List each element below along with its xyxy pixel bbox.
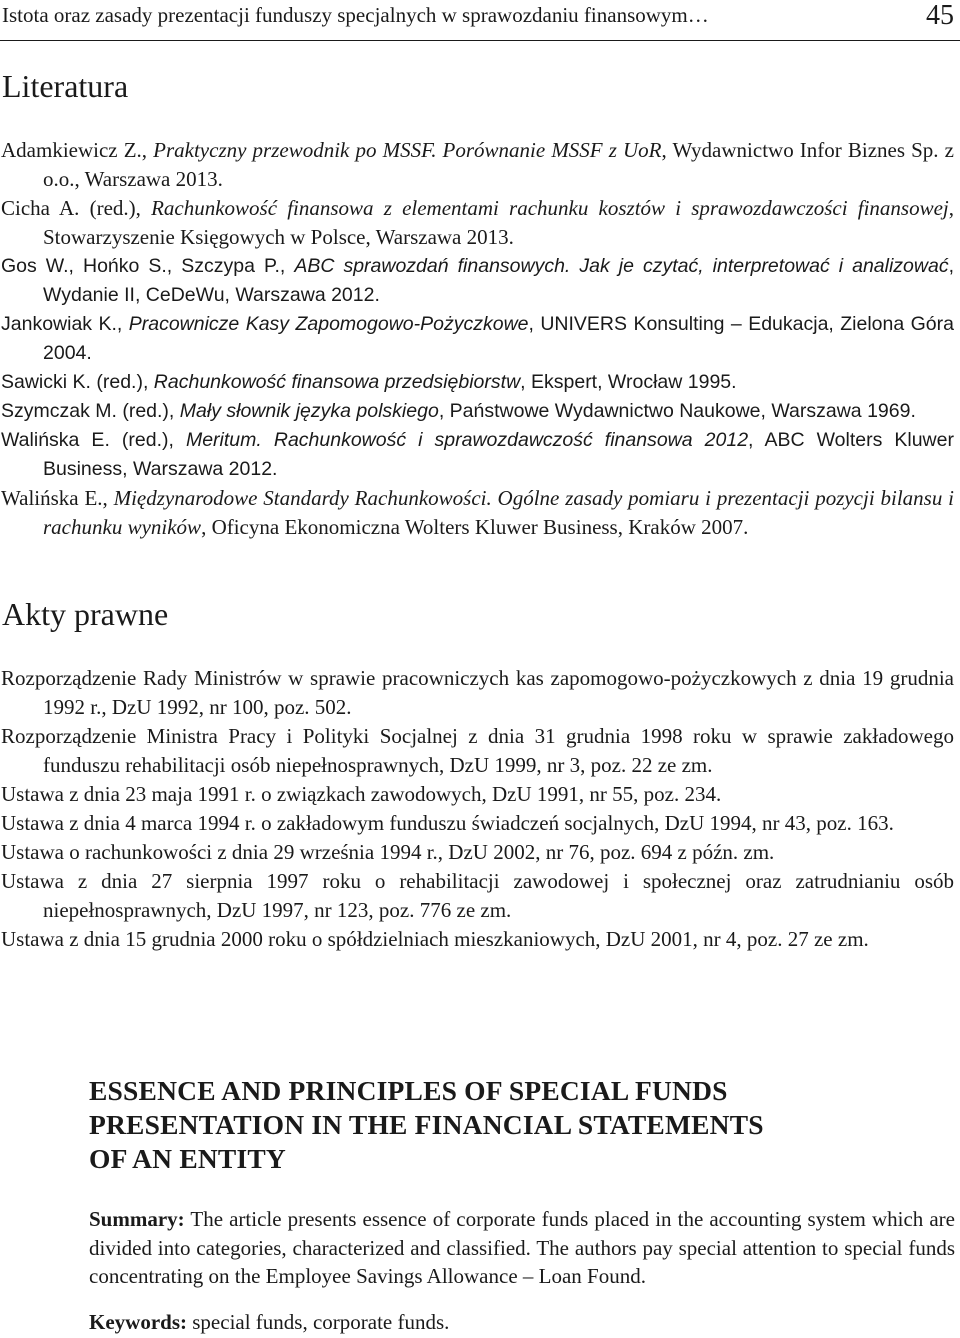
english-title bbox=[89, 1074, 764, 1176]
english-title-line: OF AN ENTITY bbox=[89, 1143, 286, 1174]
summary-text: The article presents essence of corporate funds placed in the accounting system which are divided into categories, characterized and classified. The authors pay special attention to special funds concentrating on the Employee Savings Allowance – Loan Found. bbox=[89, 1207, 955, 1288]
legal-act-item: Rozporządzenie Rady Ministrów w sprawie pracowniczych kas zapomogowo-pożyczkowych z dnia 19 grudnia 1992 r., DzU 1992, nr 100, poz. 502. bbox=[1, 666, 954, 719]
literature-item: Sawicki K. (red.), Rachunkowość finansowa przedsiębiorstw, Ekspert, Wrocław 1995. bbox=[1, 371, 737, 393]
summary-paragraph bbox=[89, 1205, 955, 1291]
legal-acts-list bbox=[0, 664, 954, 954]
keywords-text: special funds, corporate funds. bbox=[187, 1310, 450, 1334]
literature-item: Walińska E., Międzynarodowe Standardy Rachunkowości. Ogólne zasady pomiaru i prezentacji pozycji bilansu i rachunku wyników, Oficyna Ekonomiczna Wolters Kluwer Business, Kraków 2007. bbox=[1, 486, 954, 539]
page-number: 45 bbox=[926, 0, 954, 31]
english-title-line: ESSENCE AND PRINCIPLES OF SPECIAL FUNDS bbox=[89, 1075, 728, 1106]
literature-item: Adamkiewicz Z., Praktyczny przewodnik po MSSF. Porównanie MSSF z UoR, Wydawnictwo Infor Biznes Sp. z o.o., Warszawa 2013. bbox=[1, 138, 954, 191]
legal-acts-heading: Akty prawne bbox=[2, 596, 169, 632]
literature-list bbox=[0, 136, 954, 542]
summary-label: Summary: bbox=[89, 1207, 185, 1231]
legal-act-item: Rozporządzenie Ministra Pracy i Polityki Socjalnej z dnia 31 grudnia 1998 roku w sprawie zakładowego funduszu rehabilitacji osób niepełnosprawnych, DzU 1999, nr 3, poz. 22 ze zm. bbox=[1, 724, 954, 777]
keywords-paragraph bbox=[89, 1308, 955, 1336]
legal-act-item: Ustawa z dnia 15 grudnia 2000 roku o spółdzielniach mieszkaniowych, DzU 2001, nr 4, poz. 27 ze zm. bbox=[1, 927, 869, 951]
running-title: Istota oraz zasady prezentacji funduszy specjalnych w sprawozdaniu finansowym… bbox=[2, 3, 709, 27]
running-header bbox=[0, 0, 960, 41]
literature-item: Gos W., Hońko S., Szczypa P., ABC sprawozdań finansowych. Jak je czytać, interpretować i analizować, Wydanie II, CeDeWu, Warszawa 2012. bbox=[1, 255, 954, 306]
literature-item: Szymczak M. (red.), Mały słownik języka polskiego, Państwowe Wydawnictwo Naukowe, Warszawa 1969. bbox=[1, 400, 916, 422]
legal-act-item: Ustawa z dnia 23 maja 1991 r. o związkach zawodowych, DzU 1991, nr 55, poz. 234. bbox=[1, 782, 722, 806]
literature-heading: Literatura bbox=[2, 68, 129, 104]
literature-item: Jankowiak K., Pracownicze Kasy Zapomogowo-Pożyczkowe, UNIVERS Konsulting – Edukacja, Zielona Góra 2004. bbox=[1, 313, 954, 364]
literature-item: Walińska E. (red.), Meritum. Rachunkowość i sprawozdawczość finansowa 2012, ABC Wolters Kluwer Business, Warszawa 2012. bbox=[1, 429, 954, 480]
legal-act-item: Ustawa o rachunkowości z dnia 29 września 1994 r., DzU 2002, nr 76, poz. 694 z późn. zm. bbox=[1, 840, 775, 864]
legal-act-item: Ustawa z dnia 4 marca 1994 r. o zakładowym funduszu świadczeń socjalnych, DzU 1994, nr 43, poz. 163. bbox=[1, 811, 894, 835]
keywords-label: Keywords: bbox=[89, 1310, 187, 1334]
english-title-line: PRESENTATION IN THE FINANCIAL STATEMENTS bbox=[89, 1109, 764, 1140]
legal-act-item: Ustawa z dnia 27 sierpnia 1997 roku o rehabilitacji zawodowej i społecznej oraz zatrudnianiu osób niepełnosprawnych, DzU 1997, nr 123, poz. 776 ze zm. bbox=[1, 869, 954, 922]
literature-item: Cicha A. (red.), Rachunkowość finansowa z elementami rachunku kosztów i sprawozdawczości finansowej, Stowarzyszenie Księgowych w Polsce, Warszawa 2013. bbox=[1, 196, 954, 249]
